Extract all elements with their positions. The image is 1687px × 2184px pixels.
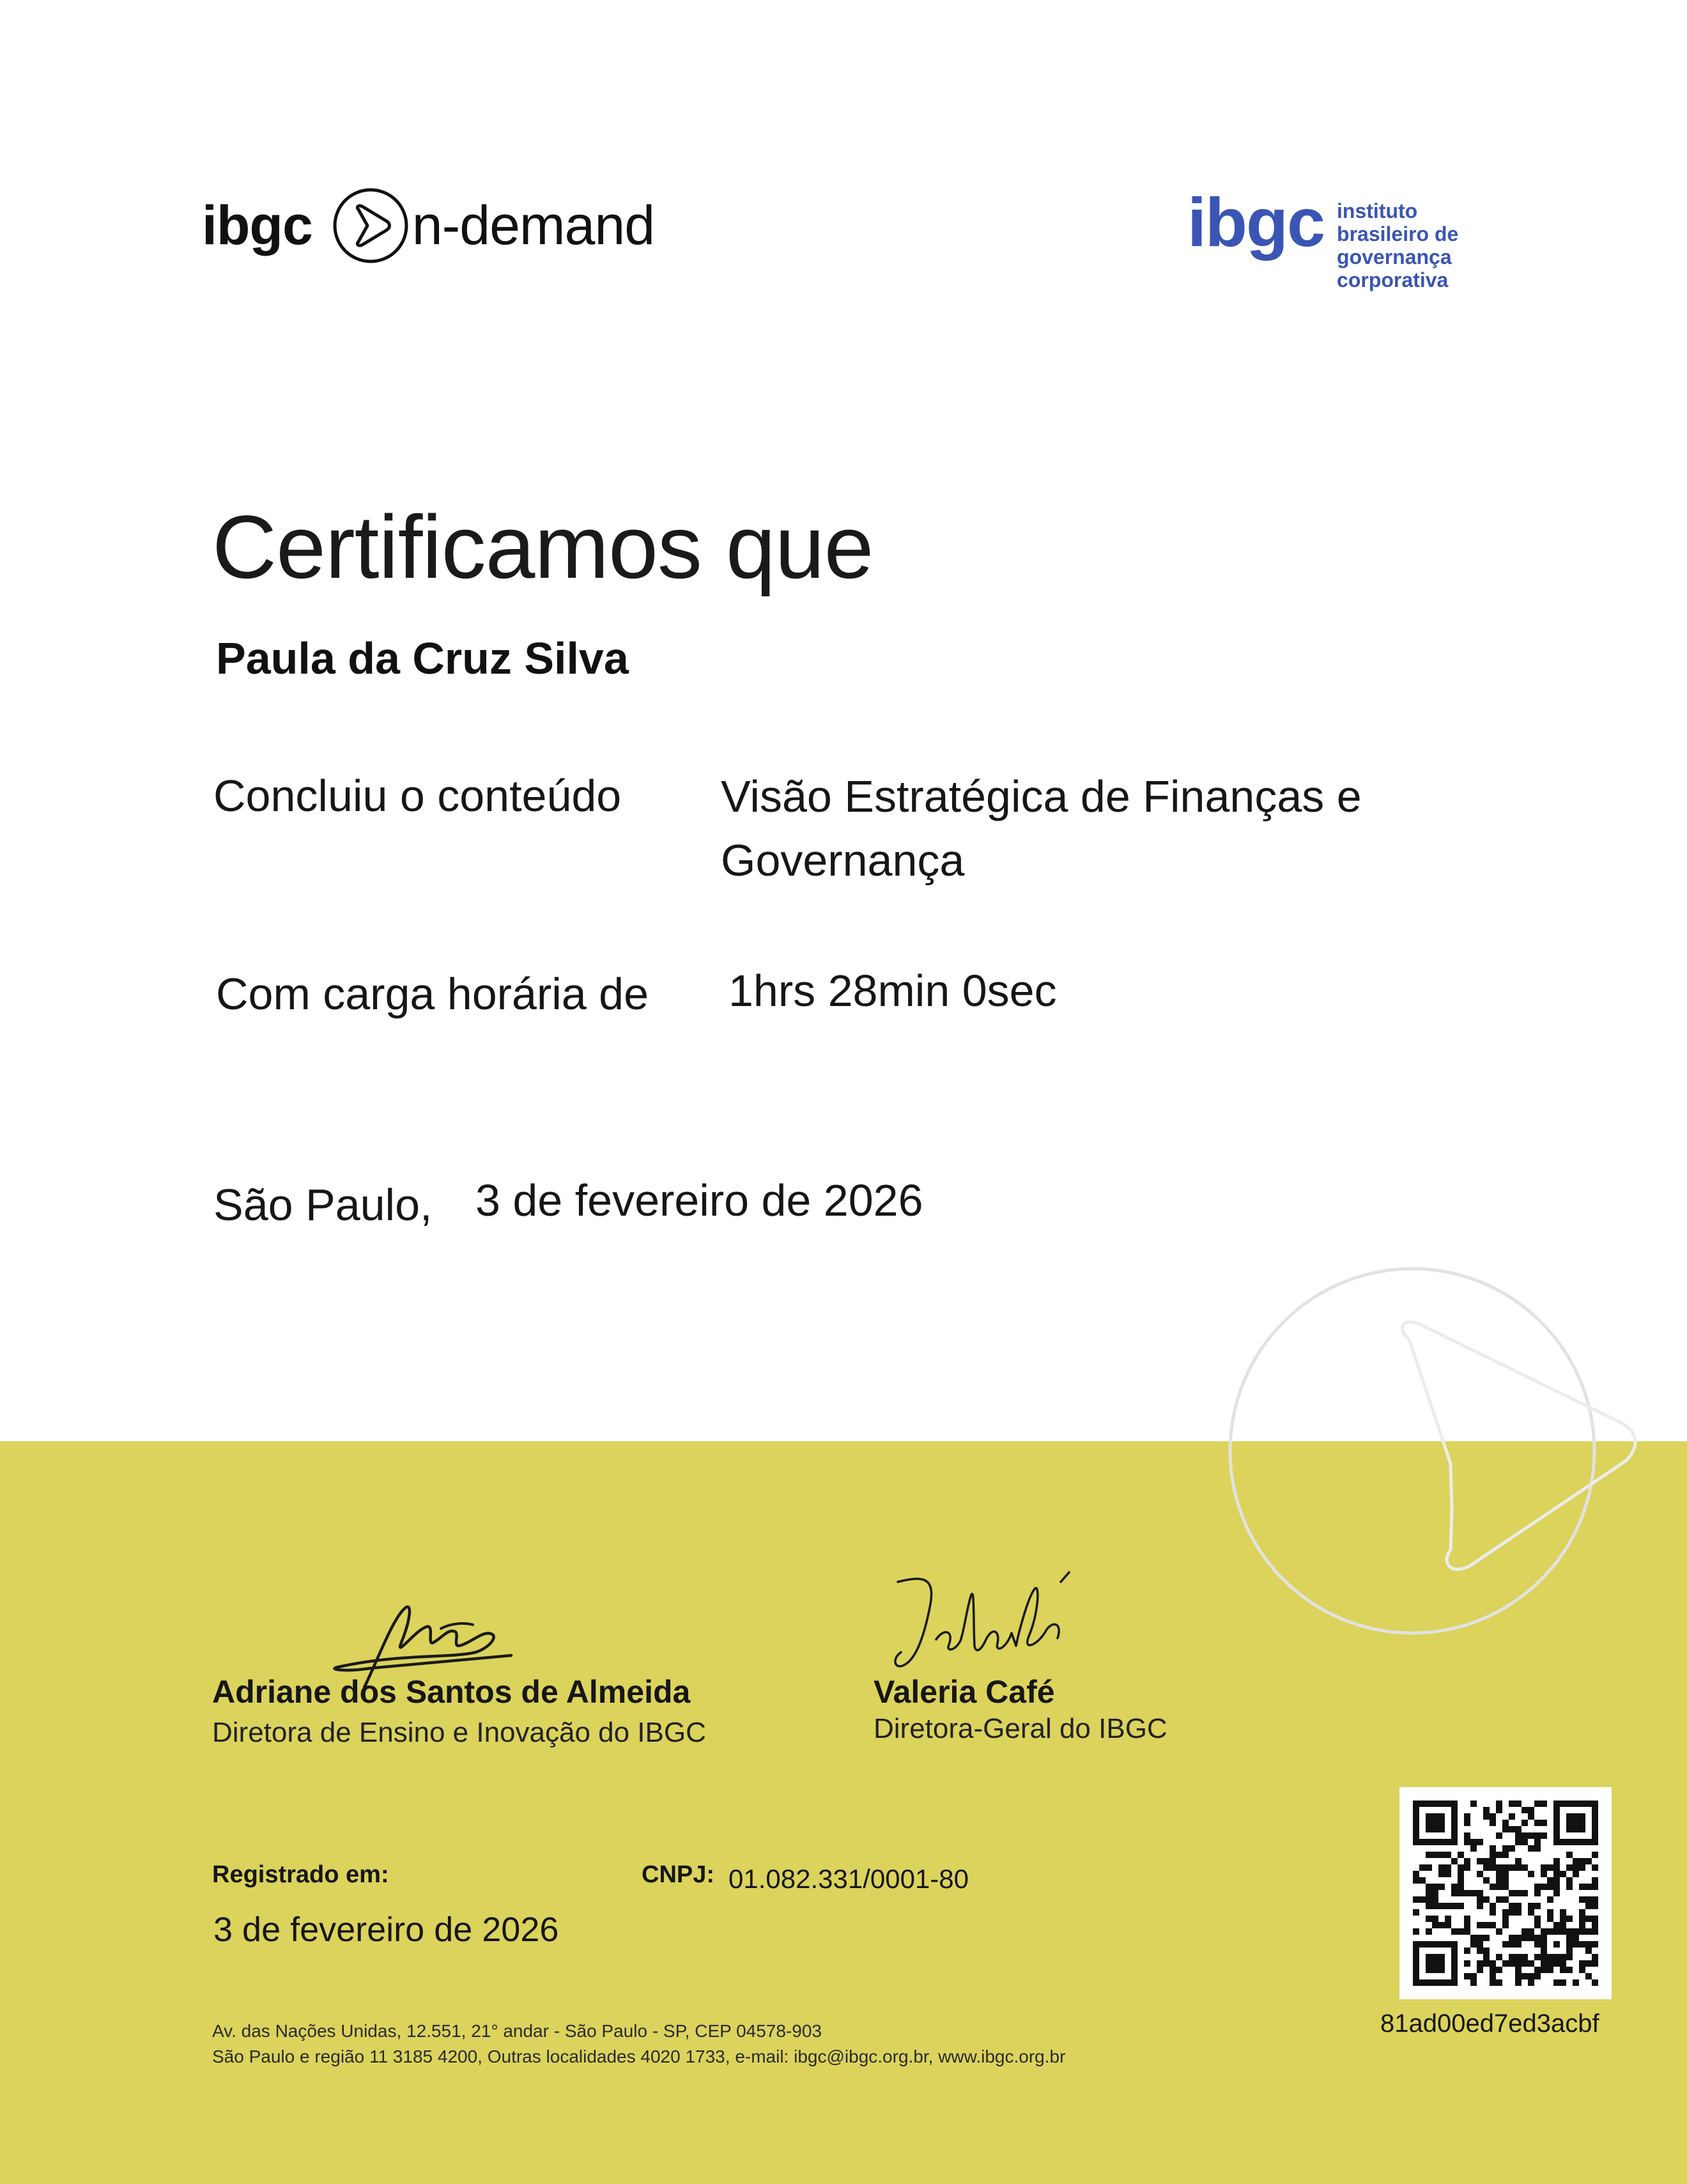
ibgc-institute-logo <box>1187 184 1458 291</box>
signatory-name: Valeria Café <box>874 1674 1055 1710</box>
signature-valeria <box>885 1569 1090 1678</box>
qr-code-icon[interactable] <box>1399 1787 1612 1999</box>
issue-date: 3 de fevereiro de 2026 <box>475 1175 923 1225</box>
registered-label: Registrado em: <box>212 1861 389 1888</box>
tagline-line: corporativa <box>1337 268 1449 291</box>
tagline-line: governança <box>1337 245 1452 268</box>
ibgc-ondemand-logo <box>202 184 654 267</box>
ibgc-wordmark: ibgc <box>1187 183 1325 261</box>
place-label: São Paulo, <box>213 1180 433 1230</box>
play-icon <box>330 185 411 266</box>
content-label: Concluiu o conteúdo <box>213 771 622 821</box>
cnpj-value: 01.082.331/0001-80 <box>728 1864 969 1894</box>
address-line: Av. das Nações Unidas, 12.551, 21° andar - São Paulo - SP, CEP 04578-903 <box>212 2021 822 2041</box>
signatory-name: Adriane dos Santos de Almeida <box>212 1674 691 1710</box>
content-value: Visão Estratégica de Finanças e Governança <box>721 771 1362 885</box>
cnpj-label: CNPJ: <box>642 1861 715 1888</box>
ondemand-text: n-demand <box>412 194 655 256</box>
ondemand-brand-text: ibgc <box>202 194 312 256</box>
certificate-lead: Certificamos que <box>212 497 874 597</box>
signatory-role: Diretora de Ensino e Inovação do IBGC <box>212 1717 706 1748</box>
hours-value: 1hrs 28min 0sec <box>728 966 1057 1016</box>
verification-code: 81ad00ed7ed3acbf <box>1380 2010 1599 2038</box>
contact-line: São Paulo e região 11 3185 4200, Outras localidades 4020 1733, e-mail: ibgc@ibgc.org.br, www.ibgc.org.br <box>212 2047 1066 2066</box>
signatory-role: Diretora-Geral do IBGC <box>874 1713 1167 1744</box>
hours-label: Com carga horária de <box>216 969 649 1019</box>
recipient-name: Paula da Cruz Silva <box>216 633 629 683</box>
tagline-line: instituto <box>1337 199 1418 222</box>
ibgc-tagline <box>1337 199 1458 291</box>
qr-code-graphic <box>1399 1787 1612 1999</box>
tagline-line: brasileiro de <box>1337 222 1459 245</box>
registered-date: 3 de fevereiro de 2026 <box>213 1910 559 1949</box>
